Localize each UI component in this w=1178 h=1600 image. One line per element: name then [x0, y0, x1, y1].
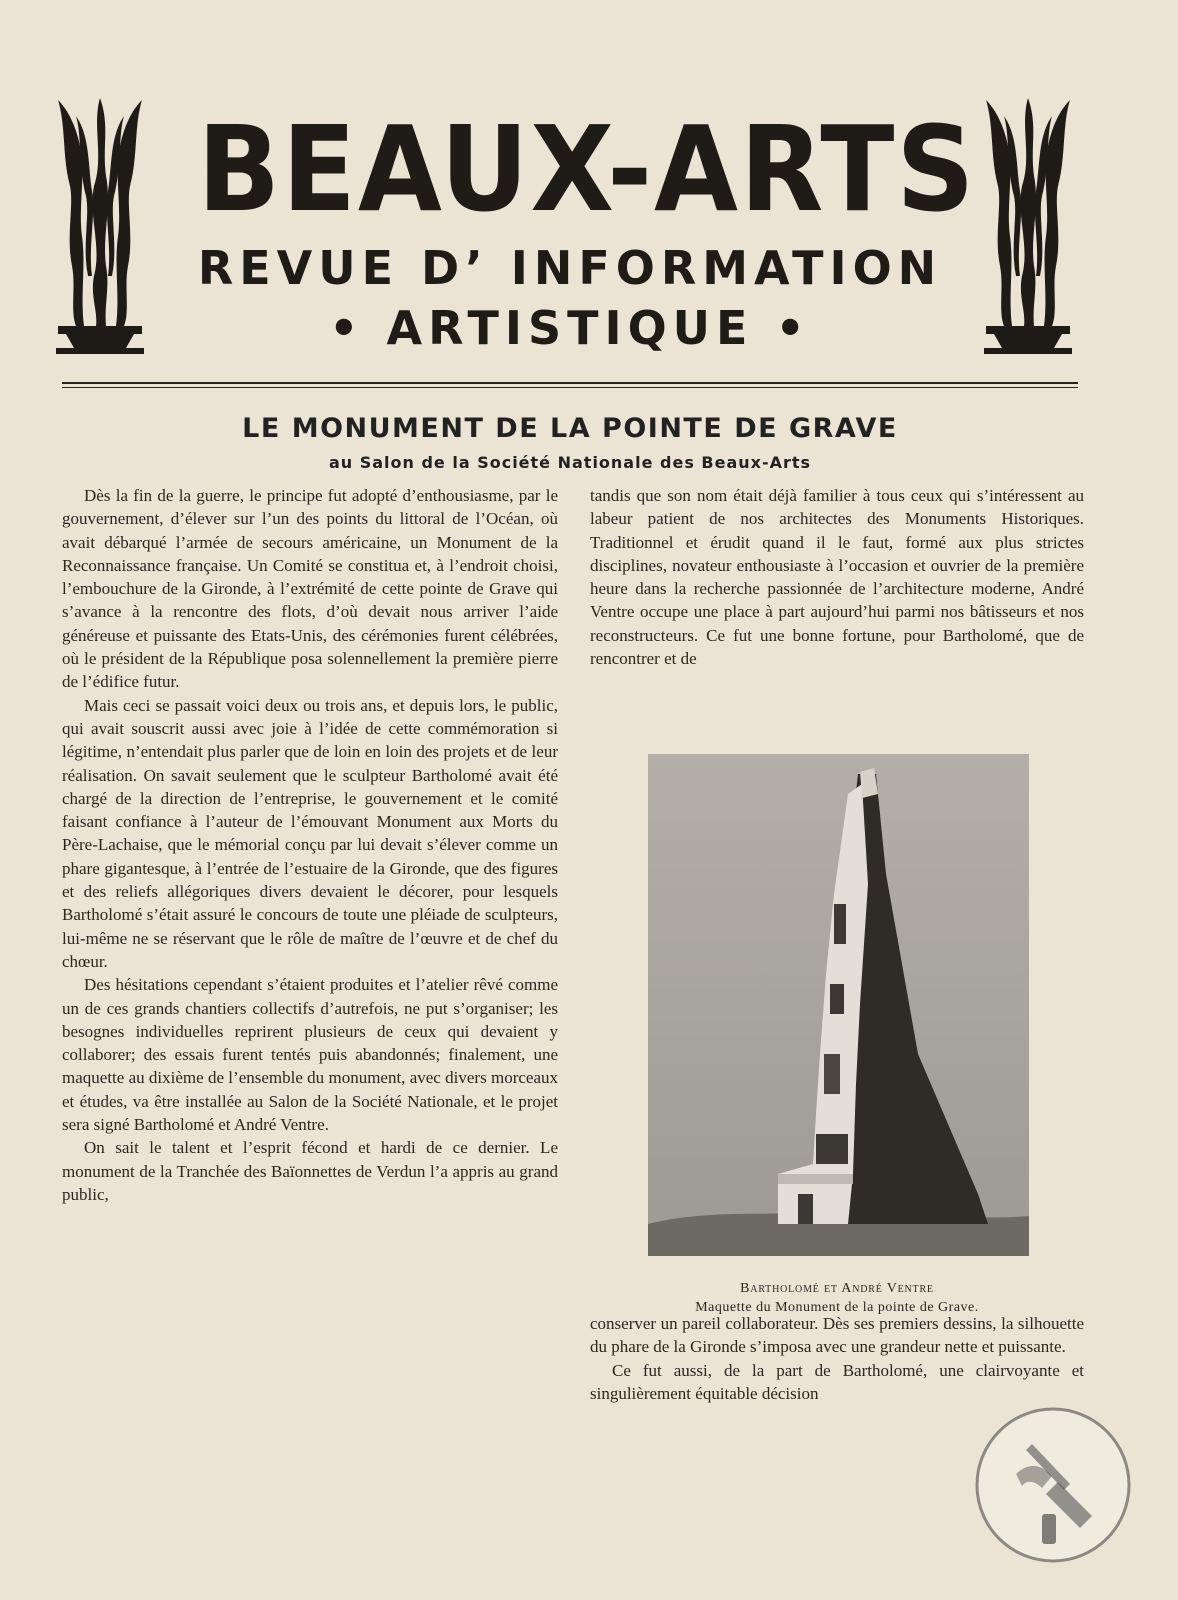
article-left-column	[62, 484, 558, 1206]
masthead-rule	[62, 382, 1078, 384]
library-stamp-icon	[972, 1404, 1134, 1566]
article-title: LE MONUMENT DE LA POINTE DE GRAVE	[242, 413, 898, 444]
figure-caption-credit: Bartholomé et André Ventre	[740, 1281, 934, 1296]
monument-maquette-photo	[648, 754, 1029, 1256]
paragraph: Ce fut aussi, de la part de Bartholomé, une clairvoyante et singulièrement équitable décision	[590, 1360, 1084, 1403]
paragraph: Dès la fin de la guerre, le principe fut adopté d’enthousiasme, par le gouvernement, d’élever sur l’un des points du littoral de l’Océan, où avait débarqué l’armée de secours américaine, un Monument de la Reconnaissance française. Un Comité se constitua et, à l’endroit choisi, l’embouchure de la Gironde, à l’extrémité de cette pointe de Grave qui s’avance à la rencontre des flots, d’où devait nous arriver l’aide généreuse et puissante des Etats-Unis, des cérémonies furent célébrées, où le président de la République posa solennellement la première pierre de l’édifice futur.	[62, 486, 558, 692]
paragraph: conserver un pareil collaborateur. Dès ses premiers dessins, la silhouette du phare de la Gironde s’imposa avec une grandeur nette et puissante.	[590, 1314, 1084, 1357]
paragraph: On sait le talent et l’esprit fécond et hardi de ce dernier. Le monument de la Tranchée des Baïonnettes de Verdun l’a appris au grand public,	[62, 1138, 558, 1204]
masthead-subtitle-line2: • ARTISTIQUE •	[329, 301, 811, 355]
paragraph: tandis que son nom était déjà familier à tous ceux qui s’intéressent au labeur patient de nos architectes des Monuments Historiques. Traditionnel et érudit quand il le faut, formé aux plus strictes disciplines, novateur enthousiaste à l’occasion et ouvrier de la première heure dans la recherche passionnée de l’architecture moderne, André Ventre occupe une place à part aujourd’hui parmi nos bâtisseurs et nos reconstructeurs. Ce fut une bonne fortune, pour Bartholomé, que de rencontrer et de	[590, 486, 1084, 669]
article-right-column-bottom	[590, 1312, 1084, 1405]
wheat-ornament-icon	[52, 96, 148, 354]
article-right-column-top	[590, 484, 1084, 670]
masthead-title: BEAUX-ARTS	[197, 100, 977, 238]
paragraph: Des hésitations cependant s’étaient produites et l’atelier rêvé comme un de ces grands chantiers collectifs d’autrefois, ne put s’organiser; les besognes individuelles reprirent plusieurs de ceux qui devaient y collaborer; des essais furent tentés puis abandonnés; finalement, une maquette au dixième de l’ensemble du monument, avec divers morceaux et études, va être installée au Salon de la Société Nationale, et le projet sera signé Bartholomé et André Ventre.	[62, 975, 558, 1135]
masthead-subtitle-line1: REVUE D’ INFORMATION	[197, 241, 943, 295]
masthead-rule-thin	[62, 387, 1078, 388]
figure-caption-title: Maquette du Monument de la pointe de Grave.	[695, 1300, 979, 1315]
paragraph: Mais ceci se passait voici deux ou trois ans, et depuis lors, le public, qui avait souscrit aussi avec joie à l’idée de cette commémoration si légitime, n’entendait plus parler que de loin en loin des projets et de leur réalisation. On savait seulement que le sculpteur Bartholomé avait été chargé de la direction de l’entreprise, le gouvernement et le comité faisant confiance à l’auteur de l’émouvant Monument aux Morts du Père-Lachaise, que le mémorial conçu par lui devait s’élever comme un phare gigantesque, à l’entrée de l’estuaire de la Gironde, que des figures et des reliefs allégoriques divers devaient le décorer, pour lesquels Bartholomé s’était assuré le concours de toute une pléiade de sculpteurs, lui-même ne se réservant que le rôle de maître de l’œuvre et de chef du chœur.	[62, 695, 558, 971]
article-subtitle: au Salon de la Société Nationale des Beaux-Arts	[328, 453, 812, 472]
wheat-ornament-icon	[980, 96, 1076, 354]
